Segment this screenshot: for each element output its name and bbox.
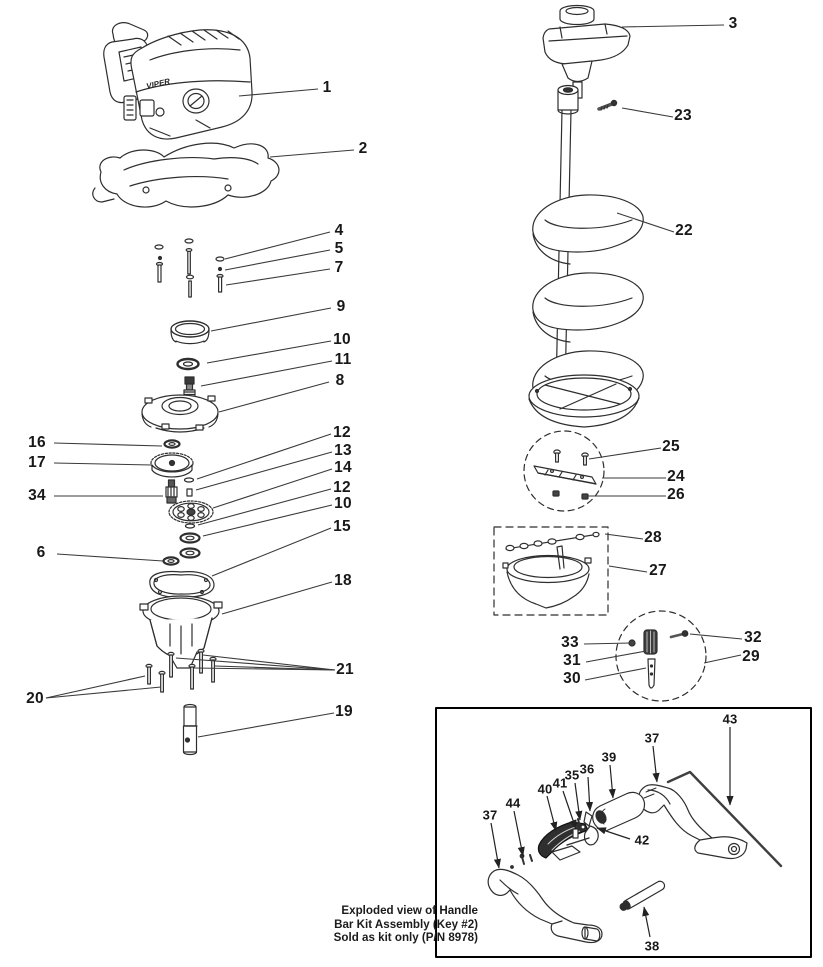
- part-label-44: 44: [505, 795, 521, 811]
- part-label-42: 42: [634, 832, 650, 848]
- fastener-stacks-drawing: [155, 239, 224, 297]
- leader-line: [211, 308, 331, 331]
- part-label-6: 6: [36, 544, 46, 561]
- handlebar-kit-caption: [272, 904, 478, 945]
- part-label-37: 37: [482, 807, 498, 823]
- grip-39-drawing: [593, 792, 645, 830]
- adapter-11-drawing: [184, 377, 195, 397]
- leader-line: [198, 489, 331, 525]
- right-handle-arm-drawing: [639, 785, 747, 859]
- part-label-23: 23: [674, 107, 692, 124]
- shaft-hub-drawing: [558, 86, 578, 115]
- ring-band-drawing: [171, 321, 209, 344]
- part-label-16: 16: [28, 434, 46, 451]
- leader-line: [203, 505, 332, 536]
- callout-arrow: [491, 823, 499, 868]
- leader-line: [270, 150, 354, 157]
- part-label-33: 33: [561, 634, 579, 651]
- part-label-9: 9: [336, 298, 346, 315]
- tube-38-drawing: [618, 880, 666, 913]
- part-label-12: 12: [333, 424, 351, 441]
- part-label-14: 14: [334, 459, 352, 476]
- leader-line: [222, 582, 332, 614]
- leader-line: [225, 232, 330, 259]
- leader-line: [197, 434, 331, 479]
- part-label-39: 39: [601, 749, 617, 765]
- screws-44-drawing: [511, 854, 532, 868]
- part-label-21: 21: [336, 661, 354, 678]
- blade-kit-circle-drawing: [524, 431, 604, 511]
- lower-housing-drawing: [140, 596, 222, 668]
- leader-line: [46, 676, 145, 698]
- engine-brand-text: VIPER: [145, 76, 171, 91]
- callout-arrow: [588, 777, 590, 811]
- gasket-drawing: [150, 572, 214, 598]
- part-label-3: 3: [728, 15, 738, 32]
- leader-line: [605, 534, 643, 539]
- leader-line: [196, 452, 332, 490]
- throttle-handle-drawing: [538, 812, 598, 860]
- engine-drawing: [104, 23, 252, 139]
- part-label-38: 38: [644, 938, 660, 954]
- callout-arrow: [575, 783, 580, 820]
- part-label-10: 10: [333, 331, 351, 348]
- callout-arrow: [547, 796, 556, 831]
- part-label-40: 40: [537, 781, 553, 797]
- auger-dish-drawing: [529, 375, 639, 427]
- callout-arrow: [653, 746, 657, 782]
- part-label-20: 20: [26, 690, 44, 707]
- cluster-gear-drawing: [169, 501, 213, 523]
- leader-line: [585, 668, 646, 680]
- caption-line-2: Bar Kit Assembly (Key #2): [334, 917, 478, 931]
- part-label-4: 4: [334, 222, 344, 239]
- caption-line-3: Sold as kit only (P/N 8978): [333, 931, 478, 945]
- part-label-7: 7: [334, 259, 344, 276]
- leader-line: [57, 554, 163, 561]
- part-label-32: 32: [744, 629, 762, 646]
- part-label-26: 26: [667, 486, 685, 503]
- callout-arrow: [610, 765, 613, 798]
- part-label-41: 41: [552, 775, 568, 791]
- leader-line: [212, 528, 331, 576]
- set-screw-23-drawing: [599, 100, 617, 110]
- part-label-25: 25: [662, 438, 680, 455]
- leader-line: [690, 634, 742, 639]
- washer-12b-drawing: [186, 524, 195, 528]
- part-label-27: 27: [649, 562, 667, 579]
- part-label-5: 5: [334, 240, 344, 257]
- part-label-19: 19: [335, 703, 353, 720]
- part-label-24: 24: [667, 468, 685, 485]
- point-kit-circle-drawing: [616, 611, 706, 701]
- callout-arrow: [514, 811, 523, 856]
- callout-arrow: [644, 907, 650, 937]
- upper-housing-drawing: [142, 395, 218, 432]
- leader-line: [584, 643, 631, 644]
- leader-line: [213, 469, 332, 508]
- pin-13-drawing: [187, 489, 192, 496]
- gear-17-drawing: [151, 453, 193, 477]
- part-label-1: 1: [322, 79, 332, 96]
- leader-line: [622, 108, 673, 117]
- washer-12a-drawing: [185, 478, 194, 482]
- part-label-12: 12: [333, 479, 351, 496]
- leader-line: [201, 361, 332, 386]
- part-label-31: 31: [563, 652, 581, 669]
- part-label-35: 35: [564, 767, 580, 783]
- bottom-kit-box-drawing: [494, 527, 608, 615]
- leader-line: [609, 566, 647, 572]
- part-label-43: 43: [722, 711, 738, 727]
- leader-line: [219, 382, 329, 412]
- part-label-17: 17: [28, 454, 46, 471]
- pinion-34-drawing: [166, 480, 177, 503]
- leader-line: [704, 655, 741, 663]
- part-label-28: 28: [644, 529, 662, 546]
- part-label-34: 34: [28, 487, 46, 504]
- leader-line: [207, 341, 331, 363]
- output-shaft-drawing: [184, 705, 198, 755]
- part-label-37: 37: [644, 730, 660, 746]
- part-label-15: 15: [333, 518, 351, 535]
- leader-line: [622, 25, 724, 27]
- part-label-2: 2: [358, 140, 368, 157]
- top-cap-drawing: [543, 6, 630, 99]
- part-label-36: 36: [579, 761, 595, 777]
- handle-frame-drawing: [93, 143, 279, 207]
- part-label-10: 10: [334, 495, 352, 512]
- part-label-11: 11: [334, 351, 352, 368]
- part-label-22: 22: [675, 222, 693, 239]
- leader-line: [54, 443, 162, 446]
- part-label-18: 18: [334, 572, 352, 589]
- part-label-29: 29: [742, 648, 760, 665]
- left-handle-arm-drawing: [488, 869, 602, 942]
- part-label-13: 13: [334, 442, 352, 459]
- leader-line: [198, 713, 334, 737]
- caption-line-1: Exploded view of Handle: [341, 904, 478, 917]
- callout-arrow: [597, 828, 630, 839]
- leader-line: [46, 687, 161, 698]
- leader-line: [54, 463, 152, 465]
- part-label-8: 8: [335, 372, 345, 389]
- part-label-30: 30: [563, 670, 581, 687]
- leader-line: [226, 269, 330, 285]
- leader-line: [225, 250, 330, 270]
